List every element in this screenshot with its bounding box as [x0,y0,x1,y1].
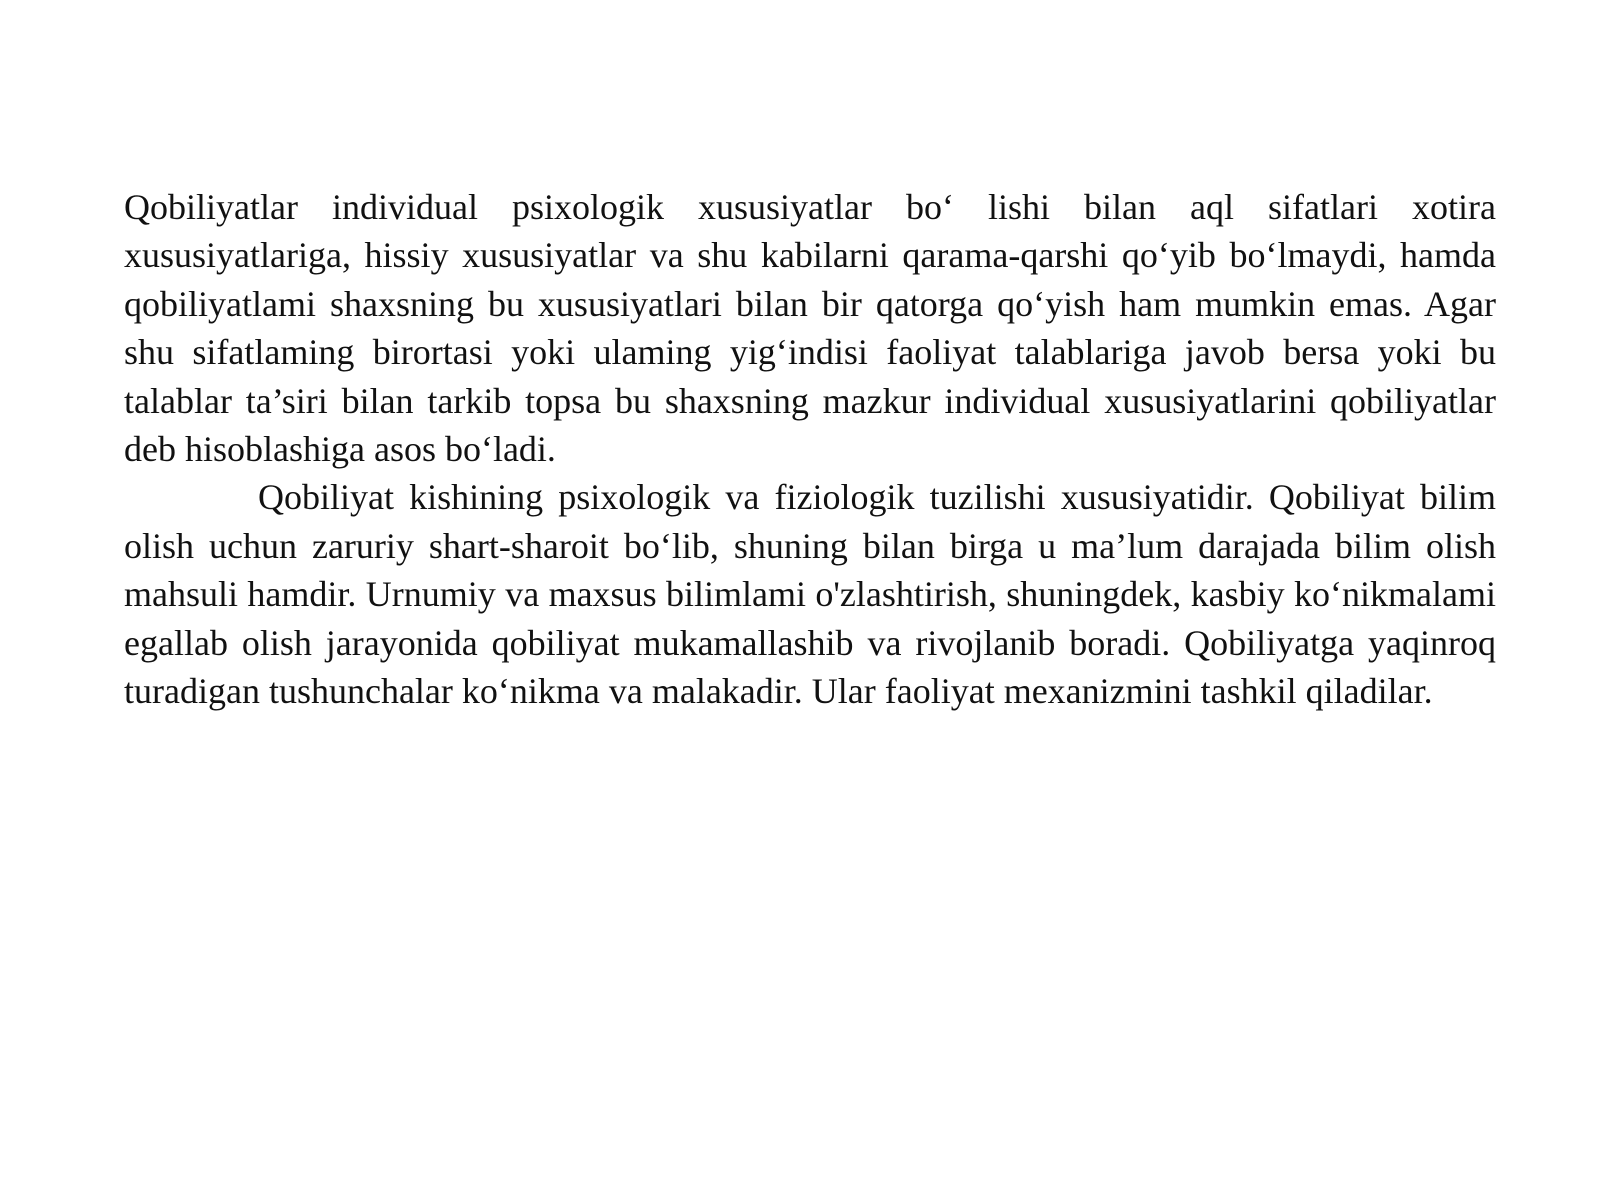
paragraph-2: Qobiliyat kishining psixologik va fiziologik tuzilishi xususiyatidir. Qobiliyat bilim olish uchun zaruriy shart-sharoit bo‘lib, shuning bilan birga u ma’lum darajada bilim olish mahsuli hamdir. Urnumiy va maxsus bilimlami o'zlashtirish, shuningdek, kasbiy ko‘nikmalami egallab olish jarayonida qobiliyat mukamallashib va rivojlanib boradi. Qobiliyatga yaqinroq turadigan tushunchalar ko‘nikma va malakadir. Ular faoliyat mexanizmini tashkil qiladilar. [124,477,1496,712]
paragraph-1: Qobiliyatlar individual psixologik xususiyatlar bo‘ lishi bilan aql sifatlari xotira xususiyatlariga, hissiy xususiyatlar va shu kabilarni qarama-qarshi qo‘yib bo‘lmaydi, hamda qobiliyatlami shaxsning bu xususiyatlari bilan bir qatorga qo‘yish ham mumkin emas. Agar shu sifatlaming birortasi yoki ulaming yig‘indisi faoliyat talablariga javob bersa yoki bu talablar ta’siri bilan tarkib topsa bu shaxsning mazkur individual xususiyatlarini qobiliyatlar deb hisoblashiga asos bo‘ladi. [124,187,1496,470]
body-text [124,183,1496,715]
